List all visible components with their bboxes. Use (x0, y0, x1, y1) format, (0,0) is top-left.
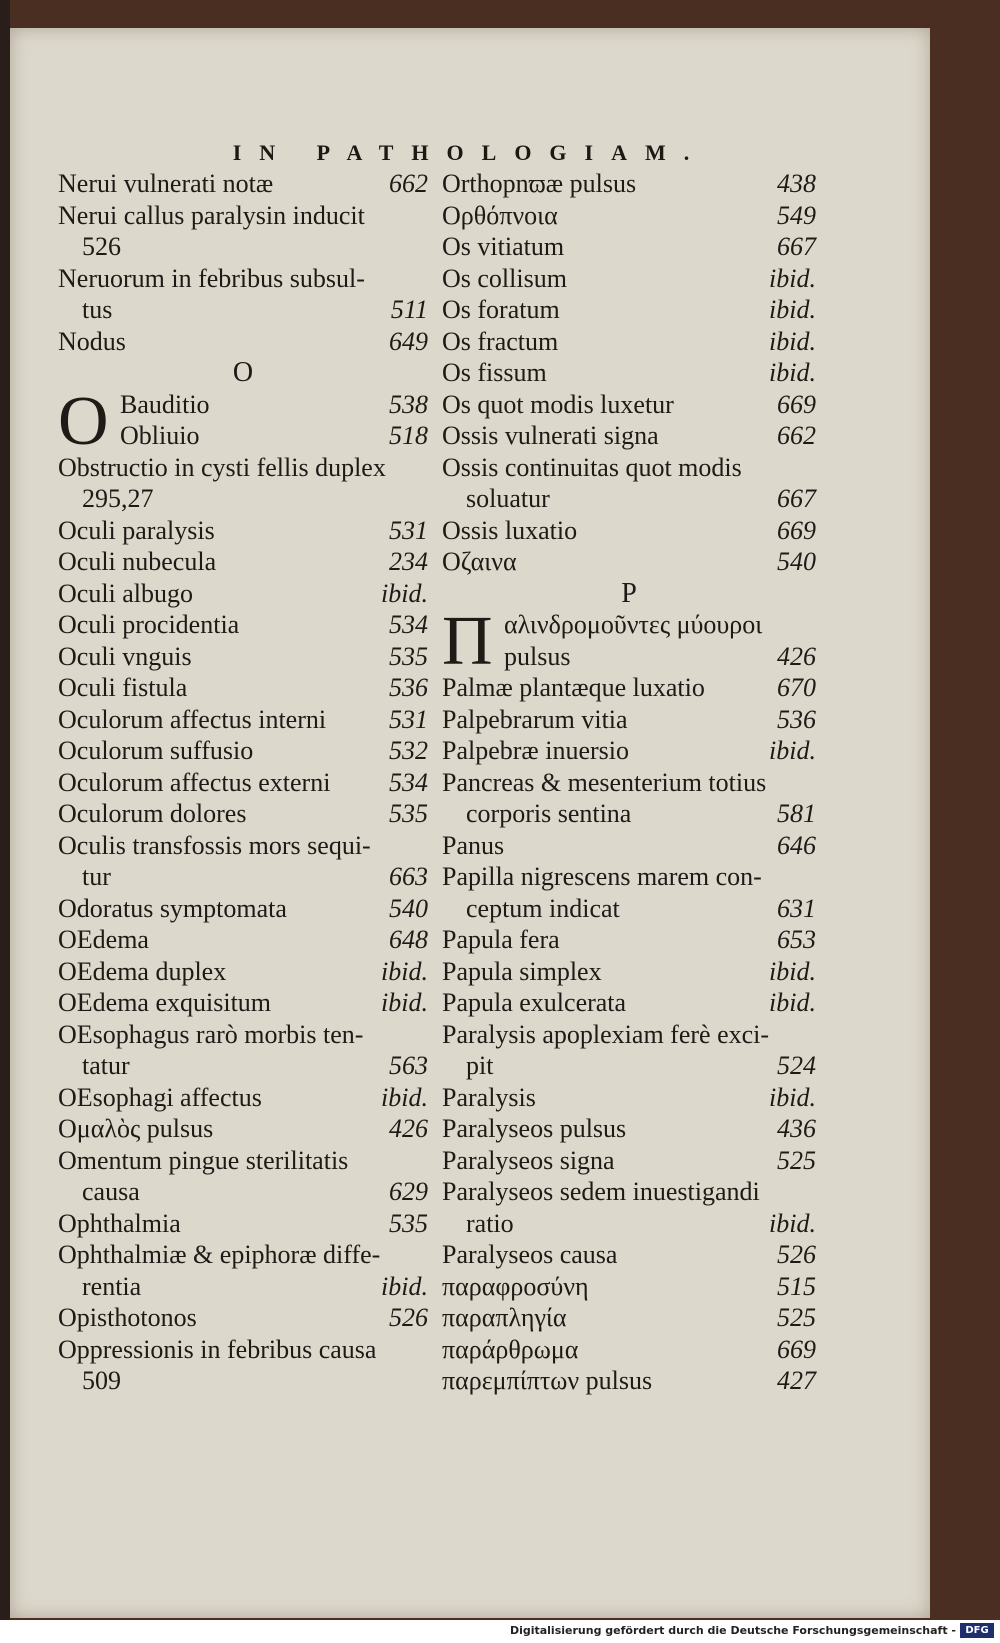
entry-page-ref: 662 (389, 169, 428, 198)
entry-term: Oculi nubecula (58, 547, 217, 576)
index-entry (442, 546, 816, 578)
entry-page-ref: 549 (777, 200, 816, 230)
entry-page-ref: 581 (777, 799, 816, 828)
entry-page-ref: 534 (389, 767, 428, 797)
index-entry (442, 1145, 816, 1177)
entry-page-ref: ibid. (769, 295, 816, 324)
entry-page-ref: ibid. (769, 1208, 816, 1238)
entry-term: ceptum indicat (466, 893, 620, 923)
entry-page-ref: 525 (777, 1303, 816, 1332)
index-entry (58, 452, 428, 484)
entries-group-p (442, 672, 816, 1397)
entry-page-ref: 427 (777, 1366, 816, 1395)
index-entry (58, 168, 428, 200)
entry-term: Panus (442, 830, 505, 860)
initial-block-o (58, 382, 428, 460)
entry-term: rentia (82, 1271, 142, 1301)
entry-page-ref: 535 (389, 1208, 428, 1238)
entry-term: causa (82, 1177, 140, 1206)
entry-page-ref: 524 (777, 1051, 816, 1080)
entry-term: Obstructio in cysti fellis duplex (58, 452, 386, 482)
entry-term: Papilla nigrescens marem con- (442, 862, 762, 891)
entry-page-ref: 531 (389, 704, 428, 734)
entry-page-ref: 540 (777, 547, 816, 576)
initial-block-p (442, 603, 816, 680)
entry-term: Ossis vulnerati signa (442, 421, 659, 450)
entry-term: Nerui callus paralysin inducit (58, 200, 365, 230)
index-entry (58, 515, 428, 547)
entry-term: Oculi procidentia (58, 610, 240, 639)
entry-page-ref: 563 (389, 1051, 428, 1080)
entry-term: 526 (82, 232, 121, 261)
index-entry (442, 1302, 816, 1334)
entry-term: 295,27 (82, 484, 154, 513)
index-entry (504, 641, 816, 673)
entry-page-ref: 538 (389, 389, 428, 419)
index-entry (58, 893, 428, 925)
entry-page-ref: 662 (777, 421, 816, 450)
drop-cap-o: O (58, 382, 109, 460)
index-entry (442, 1082, 816, 1114)
index-entry (58, 326, 428, 358)
index-entry (442, 830, 816, 862)
entry-page-ref: 631 (777, 893, 816, 923)
entry-term: Oculorum dolores (58, 799, 247, 828)
index-entry (58, 1239, 428, 1271)
index-entry (442, 861, 816, 893)
index-entry (58, 735, 428, 767)
entry-term: ratio (466, 1208, 514, 1238)
index-column-right (442, 168, 816, 1397)
entry-term: Ossis luxatio (442, 515, 578, 545)
entry-term: Palmæ plantæque luxatio (442, 673, 705, 702)
entry-term: tus (82, 295, 113, 324)
index-entry (442, 956, 816, 988)
entry-page-ref: 669 (777, 515, 816, 545)
entry-term: Ophthalmia (58, 1208, 181, 1238)
entry-term: Obliuio (120, 421, 200, 450)
entry-term: παραφροσύνη (442, 1271, 589, 1301)
entry-term: Odoratus symptomata (58, 893, 287, 923)
letter-heading-o: O (232, 357, 254, 388)
index-entry (442, 452, 816, 484)
index-entry (442, 924, 816, 956)
index-entry (58, 798, 428, 830)
entry-page-ref: 646 (777, 830, 816, 860)
index-entry (442, 483, 816, 515)
book-page (10, 28, 930, 1618)
index-entry (58, 861, 428, 893)
entry-term: παραπληγία (442, 1303, 567, 1332)
entry-page-ref: 669 (777, 389, 816, 419)
entry-term: Papula fera (442, 925, 560, 954)
index-entry (442, 294, 816, 326)
index-entry (58, 1365, 428, 1397)
entry-term: Neruorum in febribus subsul- (58, 263, 365, 293)
index-entry (442, 1019, 816, 1051)
index-entry (442, 231, 816, 263)
entry-term: Papula exulcerata (442, 988, 627, 1017)
entry-term: Nodus (58, 326, 126, 356)
entry-term: Paralyseos sedem inuestigandi (442, 1177, 760, 1206)
entry-term: Oculorum affectus externi (58, 767, 331, 797)
index-entry (58, 546, 428, 578)
entry-page-ref: ibid. (769, 358, 816, 387)
entry-page-ref: ibid. (381, 1271, 428, 1301)
entries-group-o-cont (442, 168, 816, 578)
entry-page-ref: ibid. (769, 263, 816, 293)
entry-page-ref: 526 (777, 1240, 816, 1269)
entry-page-ref: 534 (389, 610, 428, 639)
index-entry (58, 609, 428, 641)
entry-term: Bauditio (120, 389, 210, 419)
entry-term: Paralyseos pulsus (442, 1114, 627, 1143)
entry-page-ref: 426 (777, 641, 816, 671)
entry-term: αλινδρομοῦντες μύουροι (504, 610, 763, 639)
entry-term: Oculorum suffusio (58, 736, 254, 765)
index-entry (58, 767, 428, 799)
entry-page-ref: 536 (777, 704, 816, 734)
index-entry (442, 1239, 816, 1271)
entry-term: Os foratum (442, 295, 560, 324)
index-entry (442, 767, 816, 799)
digitization-footer (0, 1620, 1000, 1643)
entry-page-ref: 648 (389, 925, 428, 954)
entry-term: OEsophagus rarò morbis ten- (58, 1019, 364, 1049)
index-entry (120, 389, 428, 421)
entry-term: Palpebræ inuersio (442, 736, 630, 765)
index-entry (58, 231, 428, 263)
entry-page-ref: 518 (389, 421, 428, 450)
entry-term: Oculorum affectus interni (58, 704, 327, 734)
running-head: IN PATHOLOGIAM. (232, 140, 708, 165)
index-entry (58, 200, 428, 232)
entry-page-ref: 436 (777, 1114, 816, 1143)
entry-page-ref: 536 (389, 673, 428, 702)
index-entry (442, 389, 816, 421)
index-entry (58, 1208, 428, 1240)
index-entry (442, 1271, 816, 1303)
index-entry (58, 1113, 428, 1145)
index-entry (442, 893, 816, 925)
page-edge (0, 0, 10, 1620)
entry-page-ref: 629 (389, 1177, 428, 1206)
entry-page-ref: ibid. (769, 1082, 816, 1112)
entry-term: Os fissum (442, 358, 547, 387)
index-entry (58, 1019, 428, 1051)
index-entry (58, 1082, 428, 1114)
entry-term: Oculi fistula (58, 673, 188, 702)
funding-credit: Digitalisierung gefördert durch die Deutsche Forschungsgemeinschaft - (509, 1624, 956, 1637)
index-entry (442, 1365, 816, 1397)
entry-page-ref: 526 (389, 1303, 428, 1332)
entry-term: pulsus (504, 641, 571, 671)
entry-page-ref: 531 (389, 515, 428, 545)
entry-term: Paralysis apoplexiam ferè exci- (442, 1019, 770, 1049)
index-entry (442, 263, 816, 295)
entry-page-ref: 234 (389, 547, 428, 576)
entry-term: Οζαινα (442, 547, 517, 576)
entry-term: Opisthotonos (58, 1303, 197, 1332)
entry-term: Ομαλὸς pulsus (58, 1114, 214, 1143)
entry-page-ref: ibid. (769, 736, 816, 765)
index-entry (58, 830, 428, 862)
letter-heading-p: P (621, 577, 637, 609)
entry-term: Palpebrarum vitia (442, 704, 628, 734)
index-entry (120, 420, 428, 452)
entry-page-ref: 535 (389, 641, 428, 671)
index-entry (58, 483, 428, 515)
index-entry (58, 924, 428, 956)
index-entry (442, 326, 816, 358)
entry-page-ref: ibid. (769, 956, 816, 986)
entry-term: Os quot modis luxetur (442, 389, 674, 419)
entry-term: Pancreas & mesenterium totius (442, 767, 767, 797)
index-entry (58, 956, 428, 988)
dfg-logo: DFG (960, 1623, 994, 1638)
entry-term: Nerui vulnerati notæ (58, 169, 274, 198)
index-entry (58, 1050, 428, 1082)
entry-page-ref: 535 (389, 799, 428, 828)
entry-term: Paralyseos causa (442, 1240, 618, 1269)
entry-term: παράρθρωμα (442, 1334, 579, 1364)
entry-term: soluatur (466, 484, 550, 513)
index-entry (442, 515, 816, 547)
index-entry (58, 1334, 428, 1366)
index-entry (58, 987, 428, 1019)
entry-page-ref: ibid. (381, 578, 428, 608)
index-entry (58, 1176, 428, 1208)
entry-page-ref: 525 (777, 1145, 816, 1175)
entry-page-ref: 532 (389, 736, 428, 765)
entry-page-ref: 540 (389, 893, 428, 923)
entry-term: OEdema (58, 925, 149, 954)
entry-page-ref: ibid. (381, 988, 428, 1017)
entry-term: Oculi vnguis (58, 641, 192, 671)
index-entry (442, 798, 816, 830)
entry-term: Paralyseos signa (442, 1145, 615, 1175)
index-entry (58, 1302, 428, 1334)
index-entry (58, 294, 428, 326)
index-entry (442, 1334, 816, 1366)
index-entry (504, 609, 816, 641)
index-entry (442, 987, 816, 1019)
entry-term: OEsophagi affectus (58, 1082, 262, 1112)
entry-term: OEdema duplex (58, 956, 227, 986)
entry-term: Os collisum (442, 263, 567, 293)
index-entry (58, 263, 428, 295)
index-entry (442, 1208, 816, 1240)
entry-page-ref: ibid. (381, 956, 428, 986)
entry-term: Ossis continuitas quot modis (442, 452, 742, 482)
index-entry (442, 735, 816, 767)
entry-term: tatur (82, 1051, 130, 1080)
entry-term: Ophthalmiæ & epiphoræ diffe- (58, 1240, 381, 1269)
index-entry (442, 1176, 816, 1208)
index-entry (58, 641, 428, 673)
entry-term: Oculi paralysis (58, 515, 215, 545)
entry-term: Os fractum (442, 326, 559, 356)
entry-page-ref: 667 (777, 232, 816, 261)
index-entry (442, 704, 816, 736)
entry-page-ref: 670 (777, 673, 816, 702)
entry-page-ref: 653 (777, 925, 816, 954)
index-entry (58, 578, 428, 610)
index-entry (58, 704, 428, 736)
entry-term: Os vitiatum (442, 232, 565, 261)
index-entry (442, 1113, 816, 1145)
entry-page-ref: ibid. (381, 1082, 428, 1112)
entry-page-ref: 515 (777, 1271, 816, 1301)
entry-term: Oppressionis in febribus causa (58, 1334, 377, 1364)
entry-term: Oculi albugo (58, 578, 194, 608)
index-entry (442, 200, 816, 232)
entry-term: Papula simplex (442, 956, 602, 986)
entries-group-o (58, 452, 428, 1397)
index-entry (442, 420, 816, 452)
entry-term: pit (466, 1051, 494, 1080)
entry-page-ref: 511 (390, 295, 428, 324)
entry-term: Ορθόπνοια (442, 200, 558, 230)
entry-term: tur (82, 862, 111, 891)
entry-page-ref: 649 (389, 326, 428, 356)
entry-term: Orthopnϖæ pulsus (442, 169, 637, 198)
entry-page-ref: 667 (777, 484, 816, 513)
entry-page-ref: ibid. (769, 988, 816, 1017)
index-entry (442, 672, 816, 704)
entry-page-ref: ibid. (769, 326, 816, 356)
index-entry (58, 1271, 428, 1303)
index-entry (442, 357, 816, 389)
entry-term: Paralysis (442, 1082, 536, 1112)
entry-term: 509 (82, 1366, 121, 1395)
entry-term: παρεμπίπτων pulsus (442, 1366, 653, 1395)
drop-cap-p: Π (442, 603, 493, 680)
entries-group-n (58, 168, 428, 357)
entry-page-ref: 426 (389, 1114, 428, 1143)
entry-page-ref: 669 (777, 1334, 816, 1364)
entry-page-ref: 438 (777, 169, 816, 198)
index-entry (58, 1145, 428, 1177)
index-entry (442, 168, 816, 200)
index-column-left (58, 168, 428, 1397)
entry-term: Oculis transfossis mors sequi- (58, 830, 371, 860)
entry-term: corporis sentina (466, 799, 632, 828)
index-entry (442, 1050, 816, 1082)
index-entry (58, 672, 428, 704)
entry-page-ref: 663 (389, 862, 428, 891)
entry-term: OEdema exquisitum (58, 988, 272, 1017)
entry-term: Omentum pingue sterilitatis (58, 1145, 349, 1175)
